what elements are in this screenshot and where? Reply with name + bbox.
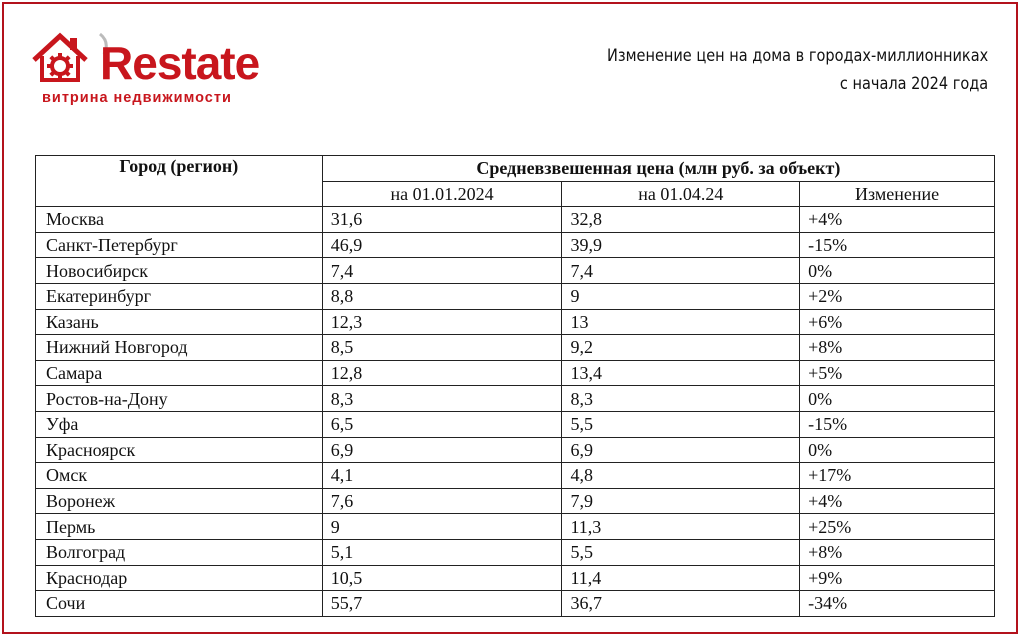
cell-price-apr: 4,8: [562, 463, 800, 489]
cell-city: Краснодар: [36, 565, 323, 591]
cell-price-jan: 12,8: [322, 360, 562, 386]
cell-price-apr: 6,9: [562, 437, 800, 463]
cell-price-apr: 39,9: [562, 232, 800, 258]
cell-city: Нижний Новгород: [36, 335, 323, 361]
cell-price-apr: 7,9: [562, 488, 800, 514]
cell-change: +2%: [800, 283, 995, 309]
cell-price-apr: 11,4: [562, 565, 800, 591]
page-title: [607, 42, 988, 98]
cell-city: Красноярск: [36, 437, 323, 463]
cell-city: Санкт-Петербург: [36, 232, 323, 258]
cell-price-jan: 6,5: [322, 411, 562, 437]
cell-city: Омск: [36, 463, 323, 489]
price-table: [35, 155, 995, 617]
cell-change: 0%: [800, 386, 995, 412]
cell-price-jan: 6,9: [322, 437, 562, 463]
header-change: Изменение: [800, 181, 995, 207]
cell-price-apr: 9: [562, 283, 800, 309]
header-price-group: Средневзвешенная цена (млн руб. за объект): [322, 156, 994, 182]
cell-price-jan: 31,6: [322, 207, 562, 233]
cell-price-jan: 7,4: [322, 258, 562, 284]
cell-price-jan: 8,8: [322, 283, 562, 309]
table-row: [36, 463, 995, 489]
cell-price-apr: 8,3: [562, 386, 800, 412]
cell-change: -15%: [800, 232, 995, 258]
table-row: [36, 591, 995, 617]
cell-price-jan: 4,1: [322, 463, 562, 489]
table-row: [36, 335, 995, 361]
brand-name: Restate: [100, 37, 260, 89]
cell-price-apr: 11,3: [562, 514, 800, 540]
cell-city: Ростов-на-Дону: [36, 386, 323, 412]
cell-price-jan: 46,9: [322, 232, 562, 258]
title-line-1: Изменение цен на дома в городах-миллионниках: [606, 46, 988, 65]
title-line-2: с начала 2024 года: [839, 74, 988, 93]
cell-change: +25%: [800, 514, 995, 540]
table-row: [36, 232, 995, 258]
table-row: [36, 360, 995, 386]
cell-change: +8%: [800, 539, 995, 565]
table-row: [36, 309, 995, 335]
cell-price-jan: 55,7: [322, 591, 562, 617]
header-date-2: на 01.04.24: [562, 181, 800, 207]
cell-price-jan: 8,5: [322, 335, 562, 361]
cell-price-jan: 8,3: [322, 386, 562, 412]
cell-city: Волгоград: [36, 539, 323, 565]
table-row: [36, 514, 995, 540]
cell-price-apr: 36,7: [562, 591, 800, 617]
table-row: [36, 488, 995, 514]
cell-change: +5%: [800, 360, 995, 386]
table-row: [36, 539, 995, 565]
house-gear-icon: [30, 30, 110, 90]
cell-change: +6%: [800, 309, 995, 335]
cell-change: +17%: [800, 463, 995, 489]
cell-price-jan: 5,1: [322, 539, 562, 565]
cell-change: +9%: [800, 565, 995, 591]
cell-city: Новосибирск: [36, 258, 323, 284]
table-row: [36, 565, 995, 591]
cell-city: Воронеж: [36, 488, 323, 514]
cell-price-jan: 9: [322, 514, 562, 540]
cell-price-apr: 5,5: [562, 539, 800, 565]
table-row: [36, 258, 995, 284]
table-row: [36, 411, 995, 437]
table-row: [36, 386, 995, 412]
cell-city: Сочи: [36, 591, 323, 617]
cell-price-jan: 10,5: [322, 565, 562, 591]
table-body: [36, 207, 995, 617]
cell-price-jan: 7,6: [322, 488, 562, 514]
cell-change: +4%: [800, 207, 995, 233]
brand-tagline: витрина недвижимости: [42, 90, 232, 106]
cell-price-apr: 13: [562, 309, 800, 335]
cell-city: Уфа: [36, 411, 323, 437]
table-row: [36, 207, 995, 233]
cell-city: Москва: [36, 207, 323, 233]
table-row: [36, 283, 995, 309]
cell-price-apr: 32,8: [562, 207, 800, 233]
cell-price-apr: 13,4: [562, 360, 800, 386]
cell-price-apr: 7,4: [562, 258, 800, 284]
cell-change: 0%: [800, 258, 995, 284]
cell-city: Екатеринбург: [36, 283, 323, 309]
cell-change: -15%: [800, 411, 995, 437]
header-city: Город (регион): [36, 156, 323, 207]
cell-change: 0%: [800, 437, 995, 463]
cell-price-apr: 5,5: [562, 411, 800, 437]
cell-city: Казань: [36, 309, 323, 335]
cell-price-apr: 9,2: [562, 335, 800, 361]
cell-city: Самара: [36, 360, 323, 386]
cell-change: +8%: [800, 335, 995, 361]
cell-city: Пермь: [36, 514, 323, 540]
cell-change: +4%: [800, 488, 995, 514]
header-date-1: на 01.01.2024: [322, 181, 562, 207]
cell-change: -34%: [800, 591, 995, 617]
table-row: [36, 437, 995, 463]
cell-price-jan: 12,3: [322, 309, 562, 335]
brand-logo: [30, 30, 280, 110]
